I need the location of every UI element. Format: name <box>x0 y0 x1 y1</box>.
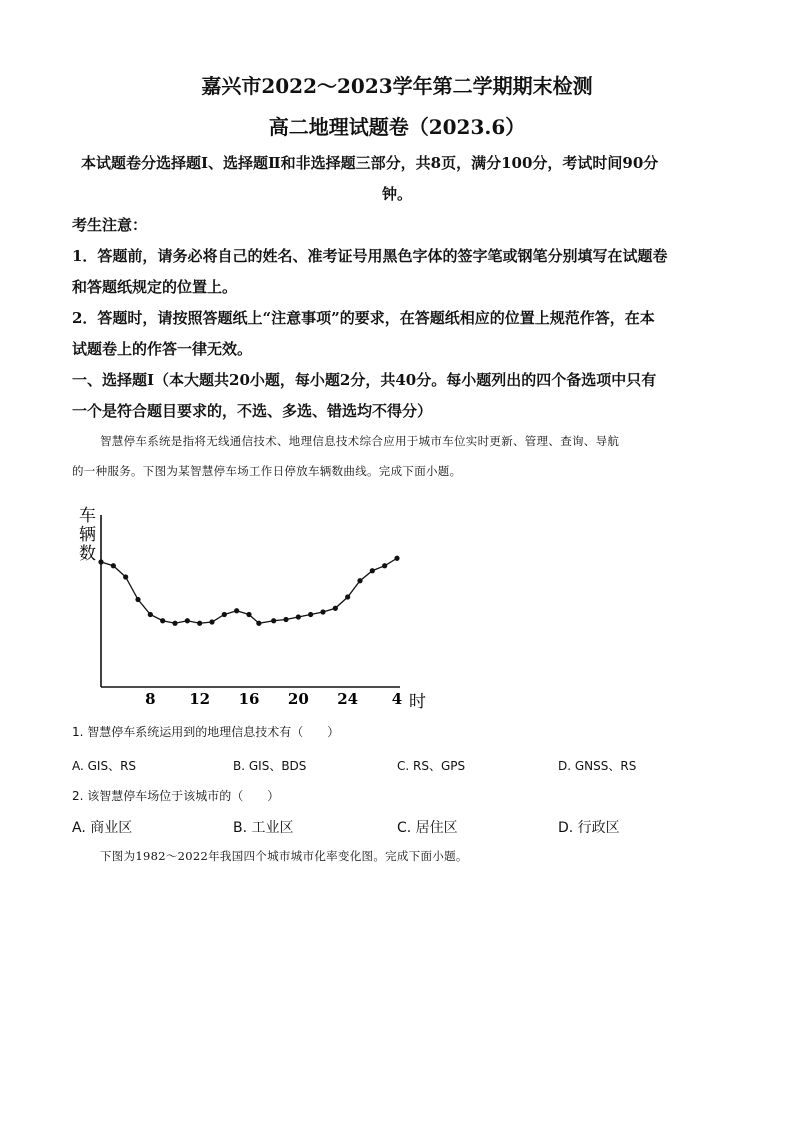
data-point <box>111 563 116 568</box>
y-axis-label-char: 车 <box>79 506 96 526</box>
data-point <box>394 556 399 561</box>
y-axis-label-char: 辆 <box>79 525 96 545</box>
question-2-option-c[interactable]: C. 居住区 <box>397 820 458 836</box>
exam-subtitle: 高二地理试题卷（2023.6） <box>268 115 526 139</box>
question-1-option-a[interactable]: A. GIS、RS <box>72 759 137 773</box>
x-tick-label: 20 <box>287 690 309 708</box>
question-1-option-b[interactable]: B. GIS、BDS <box>233 759 307 773</box>
data-point <box>382 563 387 568</box>
data-point <box>148 612 153 617</box>
question-2-option-a[interactable]: A. 商业区 <box>72 820 133 836</box>
data-point <box>185 618 190 623</box>
question-1-option-d[interactable]: D. GNSS、RS <box>558 759 637 773</box>
x-tick-label: 12 <box>189 690 211 708</box>
question-2-stem: 2. 该智慧停车场位于该城市的（ ） <box>72 789 280 803</box>
data-point <box>256 621 261 626</box>
next-material: 下图为1982～2022年我国四个城市城市化率变化图。完成下面小题。 <box>100 849 468 863</box>
data-point <box>135 597 140 602</box>
data-point <box>320 609 325 614</box>
data-point <box>333 606 338 611</box>
data-point <box>296 614 301 619</box>
material-line-1: 智慧停车系统是指将无线通信技术、地理信息技术综合应用于城市车位实时更新、管理、查询、导航 <box>100 434 620 448</box>
x-tick-label: 8 <box>145 690 156 708</box>
notice-item-2-line-2: 试题卷上的作答一律无效。 <box>72 340 253 358</box>
question-2-option-b[interactable]: B. 工业区 <box>233 820 294 836</box>
x-axis-label: 时 <box>409 692 426 712</box>
intro-line-2: 钟。 <box>381 185 412 203</box>
data-point <box>246 612 251 617</box>
question-1-stem: 1. 智慧停车系统运用到的地理信息技术有（ ） <box>72 725 340 739</box>
data-point <box>271 618 276 623</box>
x-tick-label: 4 <box>391 690 403 708</box>
data-point <box>98 559 103 564</box>
notice-item-1-line-2: 和答题纸规定的位置上。 <box>72 278 238 296</box>
data-point <box>222 612 227 617</box>
notice-heading: 考生注意： <box>72 216 148 234</box>
exam-title: 嘉兴市2022～2023学年第二学期期末检测 <box>201 74 593 98</box>
data-point <box>172 621 177 626</box>
data-point <box>370 568 375 573</box>
section-1-heading-line-2: 一个是符合题目要求的，不选、多选、错选均不得分） <box>72 402 433 420</box>
data-point <box>197 621 202 626</box>
material-line-2: 的一种服务。下图为某智慧停车场工作日停放车辆数曲线。完成下面小题。 <box>72 464 462 478</box>
question-1-option-c[interactable]: C. RS、GPS <box>397 759 466 773</box>
data-point <box>357 578 362 583</box>
parking-chart <box>0 495 794 725</box>
question-2-option-d[interactable]: D. 行政区 <box>558 820 620 836</box>
data-point <box>160 618 165 623</box>
data-point <box>283 617 288 622</box>
data-point <box>209 619 214 624</box>
data-point <box>308 612 313 617</box>
notice-item-1-line-1: 1．答题前，请务必将自己的姓名、准考证号用黑色字体的签字笔或钢笔分别填写在试题卷 <box>72 247 668 265</box>
data-point <box>234 608 239 613</box>
y-axis-label-char: 数 <box>79 544 96 564</box>
data-point <box>345 594 350 599</box>
x-tick-label: 24 <box>337 690 359 708</box>
section-1-heading-line-1: 一、选择题Ⅰ（本大题共20小题，每小题2分，共40分。每小题列出的四个备选项中只有 <box>72 371 657 389</box>
notice-item-2-line-1: 2．答题时，请按照答题纸上“注意事项”的要求，在答题纸相应的位置上规范作答，在本 <box>72 309 655 327</box>
x-tick-label: 16 <box>238 690 260 708</box>
data-point <box>123 574 128 579</box>
intro-line-1: 本试题卷分选择题Ⅰ、选择题Ⅱ和非选择题三部分，共8页，满分100分，考试时间90分 <box>81 154 659 172</box>
